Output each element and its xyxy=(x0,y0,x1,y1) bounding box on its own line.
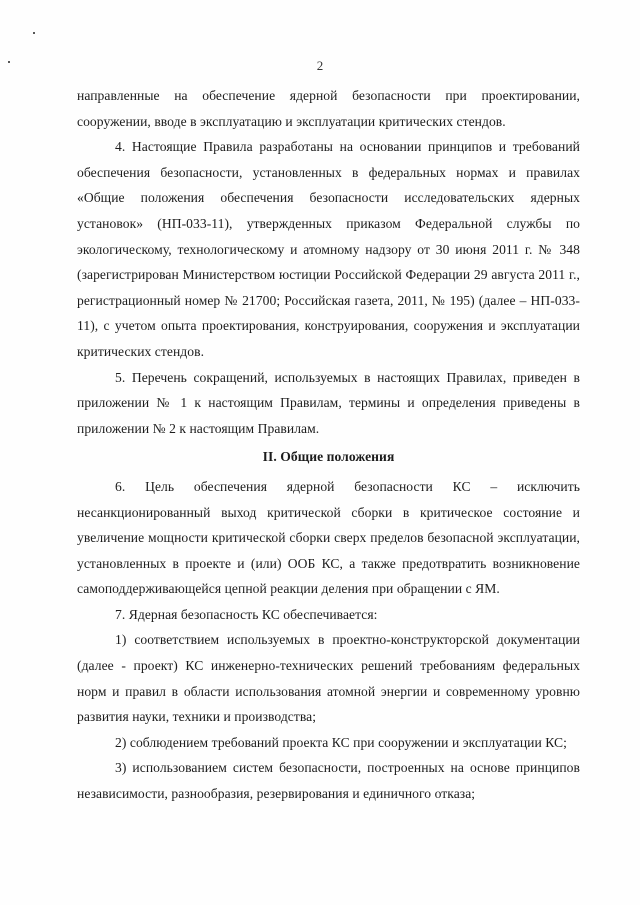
scan-speck xyxy=(33,32,35,34)
paragraph-item-4: 4. Настоящие Правила разработаны на основании принципов и требований обеспечения безопасности, установленных в федеральных нормах и правилах «Общие положения обеспечения безопасности исследовательских ядерных установок» (НП-033-11), утвержденных приказом Федеральной службы по экологическому, технологическому и атомному надзору от 30 июня 2011 г. № 348 (зарегистрирован Министерством юстиции Российской Федерации 29 августа 2011 г., регистрационный номер № 21700; Российская газета, 2011, № 195) (далее – НП-033-11), с учетом опыта проектирования, конструирования, сооружения и эксплуатации критических стендов. xyxy=(77,139,580,359)
paragraph-item-5: 5. Перечень сокращений, используемых в настоящих Правилах, приведен в приложении № 1 к настоящим Правилам, термины и определения приведены в приложении № 2 к настоящим Правилам. xyxy=(77,369,580,436)
section-heading: II. Общие положения xyxy=(262,449,395,465)
paragraph-continuation: направленные на обеспечение ядерной безопасности при проектировании, сооружении, вводе в эксплуатацию и эксплуатации критических стендов. xyxy=(77,88,580,129)
document-body xyxy=(77,83,580,807)
page-number: 2 xyxy=(316,58,324,73)
paragraph-item-6: 6. Цель обеспечения ядерной безопасности КС – исключить несанкционированный выход критической сборки в критическое состояние и увеличение мощности критической сборки сверх пределов безопасной эксплуатации, установленных в проекте и (или) ООБ КС, а также предотвратить возникновение самоподдерживающейся цепной реакции деления при обращении с ЯМ. xyxy=(77,478,580,597)
paragraph-item-7-2: 2) соблюдением требований проекта КС при сооружении и эксплуатации КС; xyxy=(115,734,567,750)
paragraph-item-7-1: 1) соответствием используемых в проектно-конструкторской документации (далее - проект) КС инженерно-технических решений требованиям федеральных норм и правил в области использования атомной энергии и современному уровню развития науки, техники и производства; xyxy=(77,632,580,725)
paragraph-item-7: 7. Ядерная безопасность КС обеспечивается: xyxy=(115,606,378,622)
paragraph-item-7-3: 3) использованием систем безопасности, построенных на основе принципов независимости, разнообразия, резервирования и единичного отказа; xyxy=(77,760,580,802)
